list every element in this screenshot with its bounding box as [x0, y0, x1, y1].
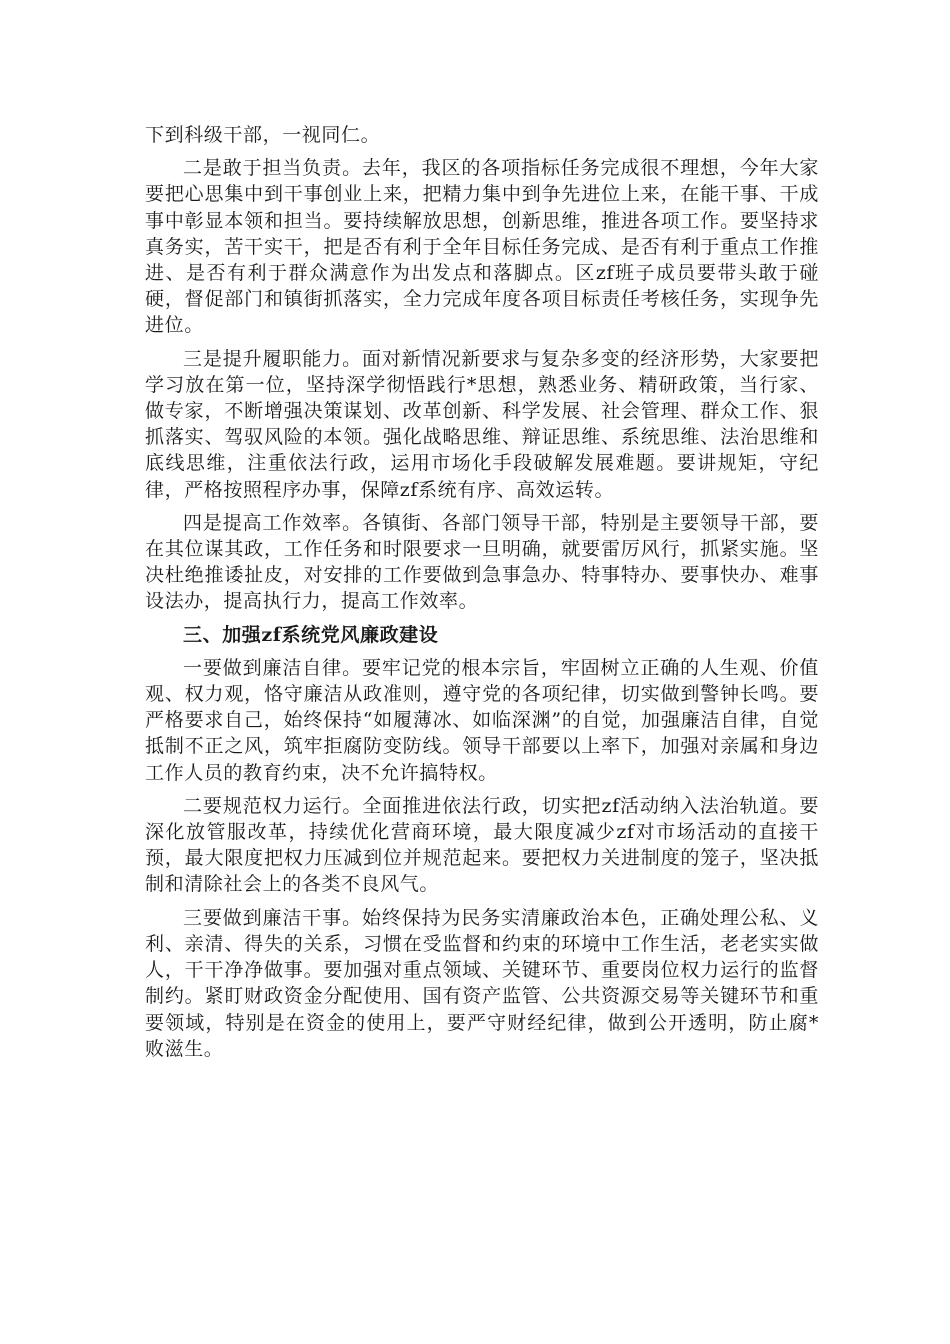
document-body [145, 122, 819, 1069]
paragraph-dare-to-take-responsibility: 二是敢于担当负责。去年，我区的各项指标任务完成很不理想，今年大家要把心思集中到干事创业上来，把精力集中到争先进位上来，在能干事、干成事中彰显本领和担当。要持续解放思想，创新思维，推进各项工作。要坚持求真务实，苦干实干，把是否有利于全年目标任务完成、是否有利于重点工作推进、是否有利于群众满意作为出发点和落脚点。区zf班子成员要带头敢于碰硬，督促部门和镇街抓落实，全力完成年度各项目标责任考核任务，实现争先进位。 [145, 157, 819, 337]
paragraph-clean-work: 三要做到廉洁干事。始终保持为民务实清廉政治本色，正确处理公私、义利、亲清、得失的关系，习惯在受监督和约束的环境中工作生活，老老实实做人，干干净净做事。要加强对重点领域、关键环节、重要岗位权力运行的监督制约。紧盯财政资金分配使用、国有资产监管、公共资源交易等关键环节和重要领域，特别是在资金的使用上，要严守财经纪律，做到公开透明，防止腐*败滋生。 [145, 906, 819, 1060]
paragraph-regulate-power: 二要规范权力运行。全面推进依法行政，切实把zf活动纳入法治轨道。要深化放管服改革，持续优化营商环境，最大限度减少zf对市场活动的直接干预，最大限度把权力压减到位并规范起来。要把权力关进制度的笼子，坚决抵制和清除社会上的各类不良风气。 [145, 794, 819, 896]
paragraph-improve-capability: 三是提升履职能力。面对新情况新要求与复杂多变的经济形势，大家要把学习放在第一位，坚持深学彻悟践行*思想，熟悉业务、精研政策，当行家、做专家，不断增强决策谋划、改革创新、科学发展、社会管理、群众工作、狠抓落实、驾驭风险的本领。强化战略思维、辩证思维、系统思维、法治思维和底线思维，注重依法行政，运用市场化手段破解发展难题。要讲规矩，守纪律，严格按照程序办事，保障zf系统有序、高效运转。 [145, 347, 819, 501]
paragraph-integrity-self-discipline: 一要做到廉洁自律。要牢记党的根本宗旨，牢固树立正确的人生观、价值观、权力观，恪守廉洁从政准则，遵守党的各项纪律，切实做到警钟长鸣。要严格要求自己，始终保持“如履薄冰、如临深渊”的自觉，加强廉洁自律，自觉抵制不正之风，筑牢拒腐防变防线。领导干部要以上率下，加强对亲属和身边工作人员的教育约束，决不允许搞特权。 [145, 656, 819, 784]
paragraph-continuation: 下到科级干部，一视同仁。 [145, 124, 381, 146]
section-heading: 三、加强zf系统党风廉政建设 [183, 623, 439, 646]
paragraph-improve-efficiency: 四是提高工作效率。各镇街、各部门领导干部，特别是主要领导干部，要在其位谋其政，工作任务和时限要求一旦明确，就要雷厉风行，抓紧实施。坚决杜绝推诿扯皮，对安排的工作要做到急事急办、特事特办、要事快办、难事设法办，提高执行力，提高工作效率。 [145, 511, 819, 613]
